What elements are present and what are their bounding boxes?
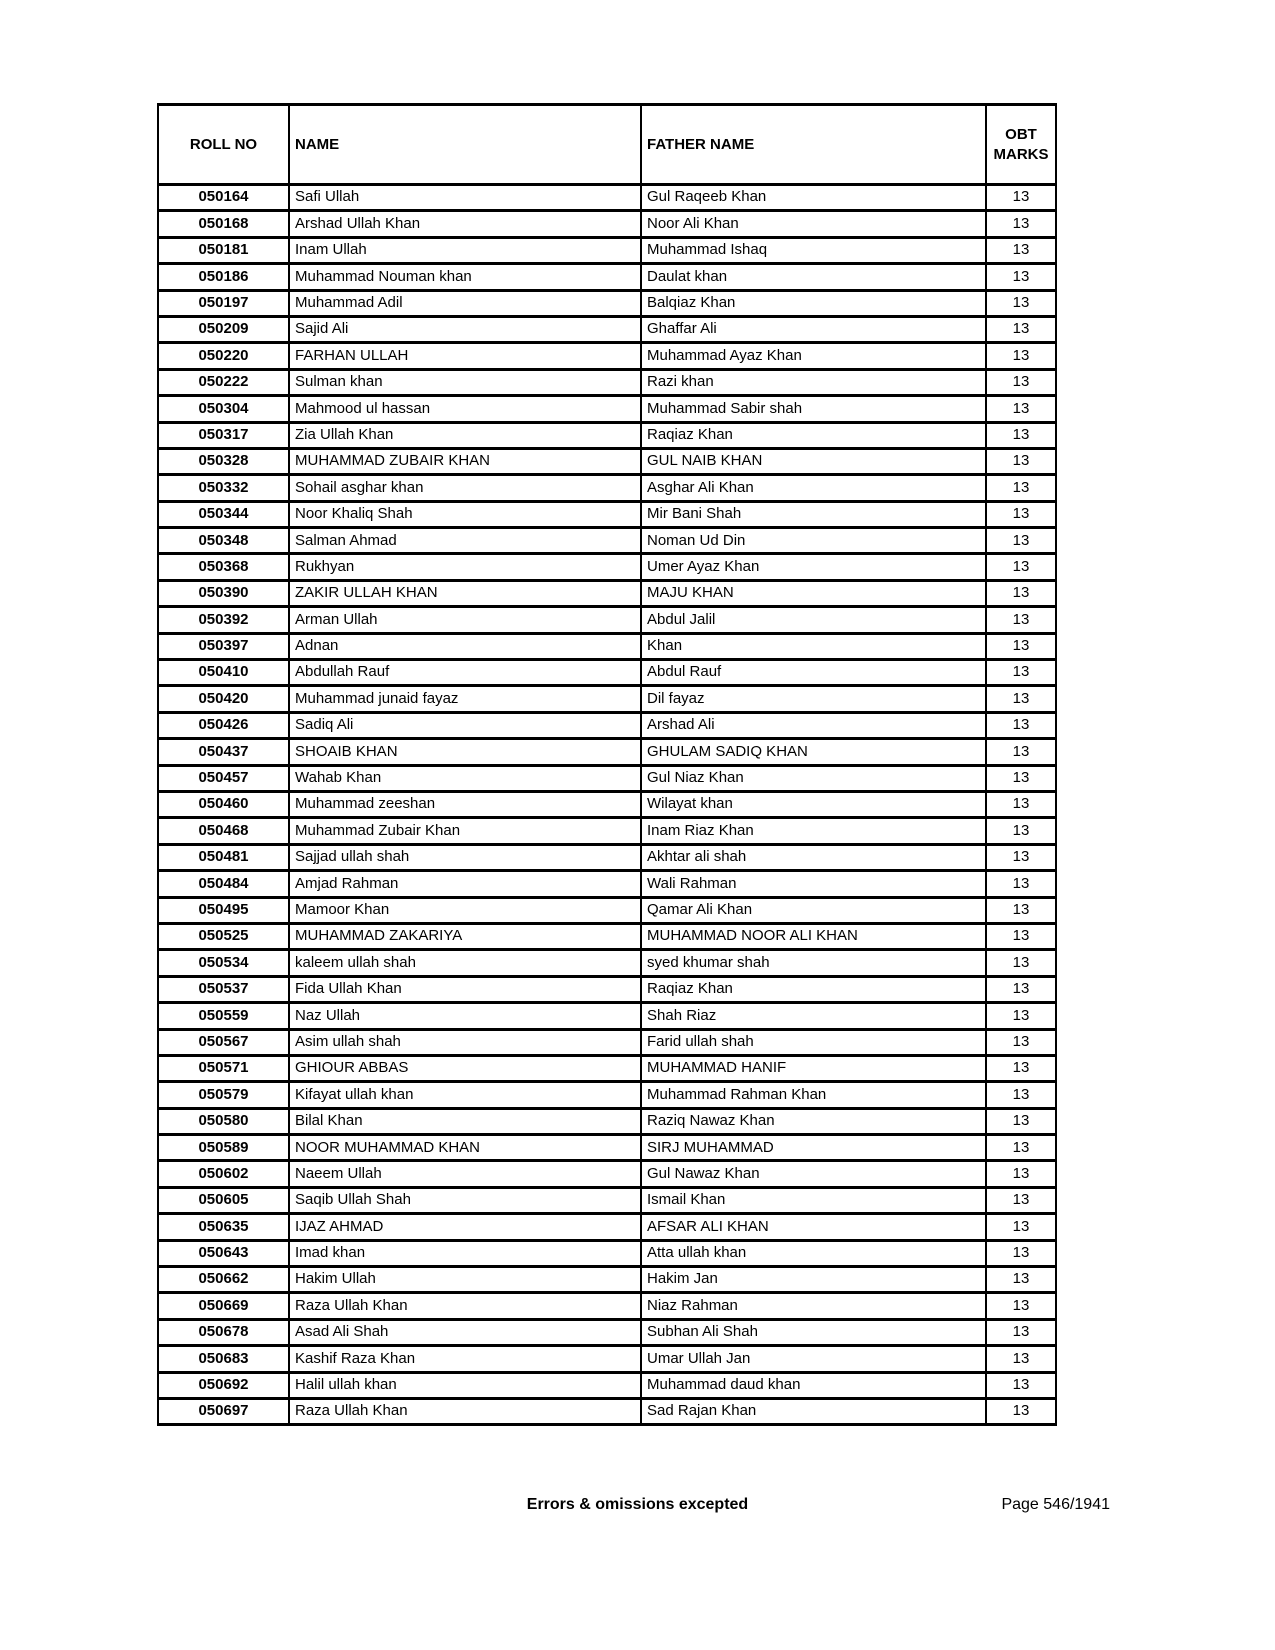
name-cell: IJAZ AHMAD	[289, 1214, 641, 1240]
father-name-cell: syed khumar shah	[641, 950, 986, 976]
father-name-cell: Umar Ullah Jan	[641, 1346, 986, 1372]
name-cell: Safi Ullah	[289, 185, 641, 211]
father-name-cell: Balqiaz Khan	[641, 290, 986, 316]
name-cell: Fida Ullah Khan	[289, 976, 641, 1002]
name-cell: Kashif Raza Khan	[289, 1346, 641, 1372]
roll-no-cell: 050567	[158, 1029, 289, 1055]
name-cell: Noor Khaliq Shah	[289, 501, 641, 527]
name-cell: Mamoor Khan	[289, 897, 641, 923]
roll-no-cell: 050332	[158, 475, 289, 501]
obt-marks-cell: 13	[986, 1240, 1056, 1266]
father-name-cell: MUHAMMAD HANIF	[641, 1055, 986, 1081]
name-cell: MUHAMMAD ZUBAIR KHAN	[289, 448, 641, 474]
roll-no-cell: 050484	[158, 871, 289, 897]
roll-no-cell: 050186	[158, 264, 289, 290]
table-row	[158, 343, 1056, 369]
name-cell: NOOR MUHAMMAD KHAN	[289, 1135, 641, 1161]
roll-no-cell: 050168	[158, 211, 289, 237]
table-row	[158, 369, 1056, 395]
column-header-name: NAME	[289, 105, 641, 185]
obt-marks-cell: 13	[986, 765, 1056, 791]
roll-no-cell: 050580	[158, 1108, 289, 1134]
father-name-cell: Ghaffar Ali	[641, 316, 986, 342]
table-row	[158, 501, 1056, 527]
table-row	[158, 1055, 1056, 1081]
table-row	[158, 1346, 1056, 1372]
obt-marks-cell: 13	[986, 1267, 1056, 1293]
table-row	[158, 396, 1056, 422]
table-row	[158, 316, 1056, 342]
obt-marks-cell: 13	[986, 343, 1056, 369]
name-cell: Abdullah Rauf	[289, 660, 641, 686]
roll-no-cell: 050579	[158, 1082, 289, 1108]
table-row	[158, 871, 1056, 897]
roll-no-cell: 050468	[158, 818, 289, 844]
table-row	[158, 633, 1056, 659]
obt-marks-cell: 13	[986, 1319, 1056, 1345]
name-cell: Arman Ullah	[289, 607, 641, 633]
roll-no-cell: 050559	[158, 1003, 289, 1029]
roll-no-cell: 050368	[158, 554, 289, 580]
name-cell: ZAKIR ULLAH KHAN	[289, 580, 641, 606]
table-row	[158, 290, 1056, 316]
roll-no-cell: 050662	[158, 1267, 289, 1293]
roll-no-cell: 050537	[158, 976, 289, 1002]
father-name-cell: Muhammad Ayaz Khan	[641, 343, 986, 369]
table-row	[158, 237, 1056, 263]
roll-no-cell: 050692	[158, 1372, 289, 1398]
table-row	[158, 1214, 1056, 1240]
name-cell: kaleem ullah shah	[289, 950, 641, 976]
name-cell: Asad Ali Shah	[289, 1319, 641, 1345]
father-name-cell: AFSAR ALI KHAN	[641, 1214, 986, 1240]
father-name-cell: Asghar Ali Khan	[641, 475, 986, 501]
roll-no-cell: 050397	[158, 633, 289, 659]
table-row	[158, 554, 1056, 580]
name-cell: Mahmood ul hassan	[289, 396, 641, 422]
name-cell: Hakim Ullah	[289, 1267, 641, 1293]
name-cell: Saqib Ullah Shah	[289, 1187, 641, 1213]
obt-marks-cell: 13	[986, 633, 1056, 659]
obt-marks-cell: 13	[986, 1055, 1056, 1081]
table-row	[158, 1135, 1056, 1161]
obt-marks-cell: 13	[986, 660, 1056, 686]
table-row	[158, 1003, 1056, 1029]
table-row	[158, 739, 1056, 765]
name-cell: Sajjad ullah shah	[289, 844, 641, 870]
father-name-cell: Arshad Ali	[641, 712, 986, 738]
father-name-cell: Gul Raqeeb Khan	[641, 185, 986, 211]
father-name-cell: Muhammad Ishaq	[641, 237, 986, 263]
obt-marks-cell: 13	[986, 897, 1056, 923]
table-row	[158, 1108, 1056, 1134]
obt-marks-cell: 13	[986, 501, 1056, 527]
table-row	[158, 923, 1056, 949]
roll-no-cell: 050495	[158, 897, 289, 923]
obt-marks-cell: 13	[986, 580, 1056, 606]
name-cell: Muhammad Adil	[289, 290, 641, 316]
roll-no-cell: 050643	[158, 1240, 289, 1266]
obt-marks-cell: 13	[986, 686, 1056, 712]
roll-no-cell: 050222	[158, 369, 289, 395]
table-header	[158, 105, 1056, 185]
name-cell: Bilal Khan	[289, 1108, 641, 1134]
name-cell: Muhammad junaid fayaz	[289, 686, 641, 712]
results-table	[157, 103, 1057, 1426]
father-name-cell: Abdul Jalil	[641, 607, 986, 633]
name-cell: Muhammad Zubair Khan	[289, 818, 641, 844]
table-row	[158, 1029, 1056, 1055]
roll-no-cell: 050420	[158, 686, 289, 712]
father-name-cell: Razi khan	[641, 369, 986, 395]
roll-no-cell: 050683	[158, 1346, 289, 1372]
name-cell: FARHAN ULLAH	[289, 343, 641, 369]
father-name-cell: Khan	[641, 633, 986, 659]
father-name-cell: MUHAMMAD NOOR ALI KHAN	[641, 923, 986, 949]
father-name-cell: Niaz Rahman	[641, 1293, 986, 1319]
father-name-cell: Akhtar ali shah	[641, 844, 986, 870]
father-name-cell: Muhammad Sabir shah	[641, 396, 986, 422]
roll-no-cell: 050304	[158, 396, 289, 422]
name-cell: Naeem Ullah	[289, 1161, 641, 1187]
roll-no-cell: 050164	[158, 185, 289, 211]
table-row	[158, 897, 1056, 923]
obt-marks-cell: 13	[986, 1346, 1056, 1372]
father-name-cell: Wali Rahman	[641, 871, 986, 897]
father-name-cell: Daulat khan	[641, 264, 986, 290]
roll-no-cell: 050390	[158, 580, 289, 606]
father-name-cell: Gul Niaz Khan	[641, 765, 986, 791]
roll-no-cell: 050460	[158, 791, 289, 817]
table-row	[158, 528, 1056, 554]
roll-no-cell: 050426	[158, 712, 289, 738]
father-name-cell: Gul Nawaz Khan	[641, 1161, 986, 1187]
name-cell: MUHAMMAD ZAKARIYA	[289, 923, 641, 949]
father-name-cell: Umer Ayaz Khan	[641, 554, 986, 580]
father-name-cell: Qamar Ali Khan	[641, 897, 986, 923]
obt-marks-cell: 13	[986, 1029, 1056, 1055]
obt-marks-cell: 13	[986, 237, 1056, 263]
table-row	[158, 950, 1056, 976]
obt-marks-cell: 13	[986, 554, 1056, 580]
father-name-cell: GUL NAIB KHAN	[641, 448, 986, 474]
table-row	[158, 580, 1056, 606]
obt-marks-cell: 13	[986, 475, 1056, 501]
roll-no-cell: 050525	[158, 923, 289, 949]
father-name-cell: Raqiaz Khan	[641, 422, 986, 448]
roll-no-cell: 050635	[158, 1214, 289, 1240]
obt-marks-cell: 13	[986, 1187, 1056, 1213]
father-name-cell: Raqiaz Khan	[641, 976, 986, 1002]
name-cell: Wahab Khan	[289, 765, 641, 791]
obt-marks-cell: 13	[986, 923, 1056, 949]
father-name-cell: Hakim Jan	[641, 1267, 986, 1293]
name-cell: Arshad Ullah Khan	[289, 211, 641, 237]
roll-no-cell: 050678	[158, 1319, 289, 1345]
obt-marks-cell: 13	[986, 1082, 1056, 1108]
obt-marks-cell: 13	[986, 818, 1056, 844]
obt-marks-cell: 13	[986, 950, 1056, 976]
father-name-cell: Noman Ud Din	[641, 528, 986, 554]
roll-no-cell: 050534	[158, 950, 289, 976]
table-row	[158, 818, 1056, 844]
roll-no-cell: 050209	[158, 316, 289, 342]
roll-no-cell: 050697	[158, 1398, 289, 1424]
name-cell: Kifayat ullah khan	[289, 1082, 641, 1108]
obt-marks-cell: 13	[986, 1214, 1056, 1240]
obt-marks-cell: 13	[986, 1108, 1056, 1134]
roll-no-cell: 050328	[158, 448, 289, 474]
roll-no-cell: 050457	[158, 765, 289, 791]
table-row	[158, 791, 1056, 817]
name-cell: Zia Ullah Khan	[289, 422, 641, 448]
table-row	[158, 1187, 1056, 1213]
obt-marks-cell: 13	[986, 316, 1056, 342]
obt-marks-cell: 13	[986, 739, 1056, 765]
father-name-cell: Mir Bani Shah	[641, 501, 986, 527]
roll-no-cell: 050348	[158, 528, 289, 554]
obt-marks-cell: 13	[986, 607, 1056, 633]
name-cell: Inam Ullah	[289, 237, 641, 263]
table-row	[158, 1398, 1056, 1424]
roll-no-cell: 050481	[158, 844, 289, 870]
name-cell: Raza Ullah Khan	[289, 1293, 641, 1319]
obt-marks-cell: 13	[986, 1135, 1056, 1161]
name-cell: Sulman khan	[289, 369, 641, 395]
father-name-cell: Sad Rajan Khan	[641, 1398, 986, 1424]
roll-no-cell: 050669	[158, 1293, 289, 1319]
roll-no-cell: 050605	[158, 1187, 289, 1213]
obt-marks-cell: 13	[986, 844, 1056, 870]
roll-no-cell: 050220	[158, 343, 289, 369]
column-header-father-name: FATHER NAME	[641, 105, 986, 185]
table-row	[158, 765, 1056, 791]
roll-no-cell: 050317	[158, 422, 289, 448]
obt-marks-cell: 13	[986, 712, 1056, 738]
obt-marks-cell: 13	[986, 211, 1056, 237]
father-name-cell: Raziq Nawaz Khan	[641, 1108, 986, 1134]
name-cell: Halil ullah khan	[289, 1372, 641, 1398]
obt-marks-cell: 13	[986, 528, 1056, 554]
table-row	[158, 264, 1056, 290]
table-row	[158, 1319, 1056, 1345]
name-cell: Imad khan	[289, 1240, 641, 1266]
name-cell: Raza Ullah Khan	[289, 1398, 641, 1424]
father-name-cell: Farid ullah shah	[641, 1029, 986, 1055]
column-header-obt-marks: OBT MARKS	[986, 105, 1056, 185]
roll-no-cell: 050410	[158, 660, 289, 686]
roll-no-cell: 050197	[158, 290, 289, 316]
obt-marks-cell: 13	[986, 448, 1056, 474]
father-name-cell: Muhammad daud khan	[641, 1372, 986, 1398]
roll-no-cell: 050589	[158, 1135, 289, 1161]
obt-marks-cell: 13	[986, 290, 1056, 316]
table-row	[158, 448, 1056, 474]
obt-marks-cell: 13	[986, 791, 1056, 817]
table-row	[158, 1240, 1056, 1266]
obt-marks-cell: 13	[986, 1398, 1056, 1424]
roll-no-cell: 050437	[158, 739, 289, 765]
table-row	[158, 211, 1056, 237]
name-cell: Adnan	[289, 633, 641, 659]
column-header-roll-no: ROLL NO	[158, 105, 289, 185]
father-name-cell: GHULAM SADIQ KHAN	[641, 739, 986, 765]
table-body	[158, 185, 1056, 1425]
name-cell: GHIOUR ABBAS	[289, 1055, 641, 1081]
obt-marks-cell: 13	[986, 1372, 1056, 1398]
table-row	[158, 660, 1056, 686]
father-name-cell: MAJU KHAN	[641, 580, 986, 606]
table-row	[158, 475, 1056, 501]
roll-no-cell: 050571	[158, 1055, 289, 1081]
obt-marks-cell: 13	[986, 264, 1056, 290]
name-cell: Muhammad Nouman khan	[289, 264, 641, 290]
father-name-cell: Noor Ali Khan	[641, 211, 986, 237]
table-row	[158, 1267, 1056, 1293]
name-cell: Sohail asghar khan	[289, 475, 641, 501]
obt-marks-cell: 13	[986, 396, 1056, 422]
obt-marks-cell: 13	[986, 976, 1056, 1002]
header-row	[158, 105, 1056, 185]
roll-no-cell: 050602	[158, 1161, 289, 1187]
name-cell: Sajid Ali	[289, 316, 641, 342]
roll-no-cell: 050181	[158, 237, 289, 263]
table-row	[158, 1161, 1056, 1187]
father-name-cell: Shah Riaz	[641, 1003, 986, 1029]
father-name-cell: Subhan Ali Shah	[641, 1319, 986, 1345]
footer-disclaimer: Errors & omissions excepted	[526, 1496, 749, 1513]
footer-page-indicator: Page 546/1941	[1001, 1496, 1110, 1513]
table-row	[158, 712, 1056, 738]
father-name-cell: Abdul Rauf	[641, 660, 986, 686]
table-row	[158, 1082, 1056, 1108]
name-cell: Sadiq Ali	[289, 712, 641, 738]
obt-marks-cell: 13	[986, 1161, 1056, 1187]
table-row	[158, 686, 1056, 712]
father-name-cell: Muhammad Rahman Khan	[641, 1082, 986, 1108]
obt-marks-cell: 13	[986, 1293, 1056, 1319]
father-name-cell: SIRJ MUHAMMAD	[641, 1135, 986, 1161]
father-name-cell: Dil fayaz	[641, 686, 986, 712]
table-row	[158, 976, 1056, 1002]
table-row	[158, 1293, 1056, 1319]
obt-marks-cell: 13	[986, 871, 1056, 897]
obt-marks-cell: 13	[986, 1003, 1056, 1029]
obt-marks-cell: 13	[986, 422, 1056, 448]
table-row	[158, 607, 1056, 633]
roll-no-cell: 050344	[158, 501, 289, 527]
father-name-cell: Atta ullah khan	[641, 1240, 986, 1266]
table-row	[158, 422, 1056, 448]
name-cell: SHOAIB KHAN	[289, 739, 641, 765]
name-cell: Salman Ahmad	[289, 528, 641, 554]
roll-no-cell: 050392	[158, 607, 289, 633]
name-cell: Muhammad zeeshan	[289, 791, 641, 817]
table-row	[158, 844, 1056, 870]
name-cell: Amjad Rahman	[289, 871, 641, 897]
father-name-cell: Wilayat khan	[641, 791, 986, 817]
table-row	[158, 185, 1056, 211]
obt-marks-cell: 13	[986, 185, 1056, 211]
father-name-cell: Ismail Khan	[641, 1187, 986, 1213]
name-cell: Asim ullah shah	[289, 1029, 641, 1055]
table-row	[158, 1372, 1056, 1398]
name-cell: Naz Ullah	[289, 1003, 641, 1029]
obt-marks-cell: 13	[986, 369, 1056, 395]
father-name-cell: Inam Riaz Khan	[641, 818, 986, 844]
name-cell: Rukhyan	[289, 554, 641, 580]
